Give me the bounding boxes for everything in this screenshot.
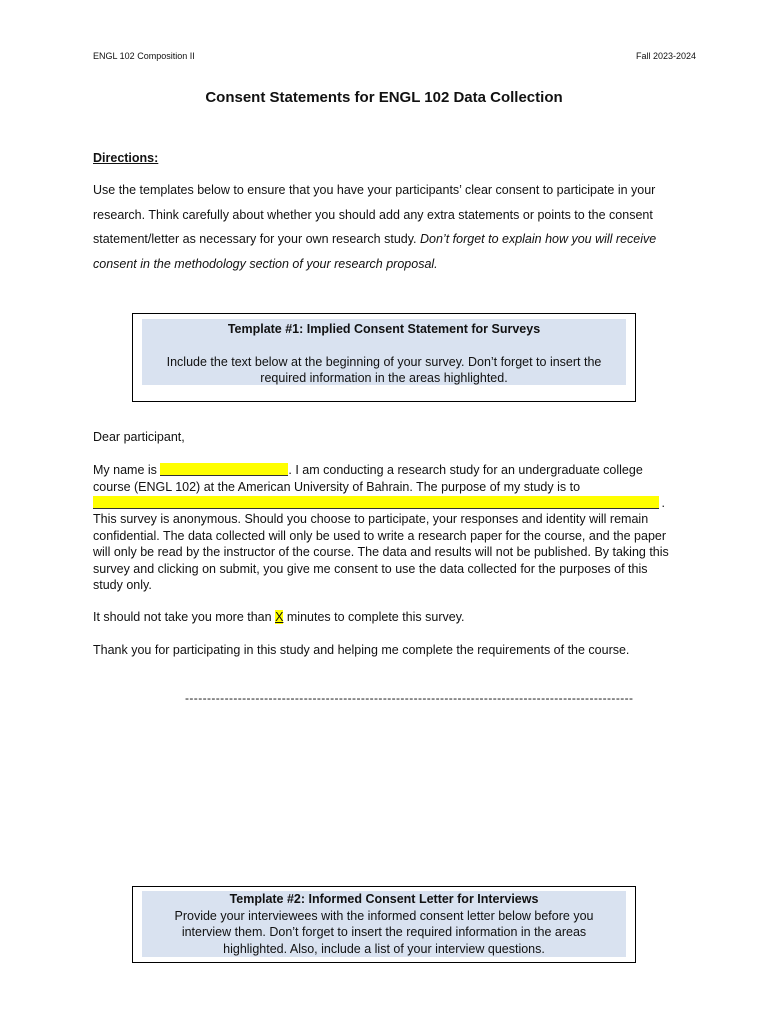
template2-text: Provide your interviewees with the informed consent letter below before you interview them. Don’t forget to insert the required information in the areas highlighted. Also, include a list of your interview questions. <box>174 908 594 956</box>
letter-thanks: Thank you for participating in this study and helping me complete the requirements of the course. <box>93 643 630 657</box>
directions-text: Use the templates below to ensure that you have your participants’ clear consent to participate in your research. Think carefully about whether you should add any extra statements or points to the consent statement/letter as necessary for your own research study. <box>93 183 656 247</box>
template1-text: Include the text below at the beginning of your survey. Don’t forget to insert the required information in the areas highlighted. <box>166 354 602 385</box>
header-course: ENGL 102 Composition II <box>93 51 195 61</box>
letter-time <box>93 609 678 626</box>
purpose-end: . <box>661 495 665 510</box>
template1-panel <box>142 319 626 385</box>
template1-title: Template #1: Implied Consent Statement for Surveys <box>227 322 541 336</box>
section-divider: ------------------------------------------------------------------------------------------------------ <box>185 691 634 705</box>
header-term: Fall 2023-2024 <box>635 51 696 61</box>
directions-italic-text: Don’t forget to explain how you will receive consent in the methodology section of your research proposal. <box>93 232 657 271</box>
directions-paragraph <box>93 178 683 276</box>
time-suffix: minutes to complete this survey. <box>283 610 465 624</box>
purpose-blank <box>93 495 665 510</box>
template1-box <box>132 313 636 402</box>
directions-heading: Directions: <box>93 151 159 165</box>
template2-panel <box>142 891 626 957</box>
page-title: Consent Statements for ENGL 102 Data Collection <box>205 89 563 106</box>
time-prefix: It should not take you more than <box>93 610 276 624</box>
name-blank <box>160 463 288 476</box>
name-prefix: My name is <box>93 463 161 477</box>
letter-intro <box>93 462 678 594</box>
template2-box <box>132 886 636 963</box>
template2-title: Template #2: Informed Consent Letter for Interviews <box>229 892 539 906</box>
letter-body: This survey is anonymous. Should you choose to participate, your responses and identity will remain confidential. The data collected will only be used to write a research paper for the course, and the paper will only be read by the instructor of the course. The data and results will not be published. By taking this survey and clicking on submit, you give me consent to use the data collected for the purposes of this study only. <box>93 512 669 592</box>
time-value: X <box>275 610 284 624</box>
name-suffix: . I am conducting a research study for an undergraduate college course (ENGL 102) at the American University of Bahrain. The purpose of my study is to <box>93 463 643 494</box>
letter-greeting: Dear participant, <box>93 430 185 444</box>
